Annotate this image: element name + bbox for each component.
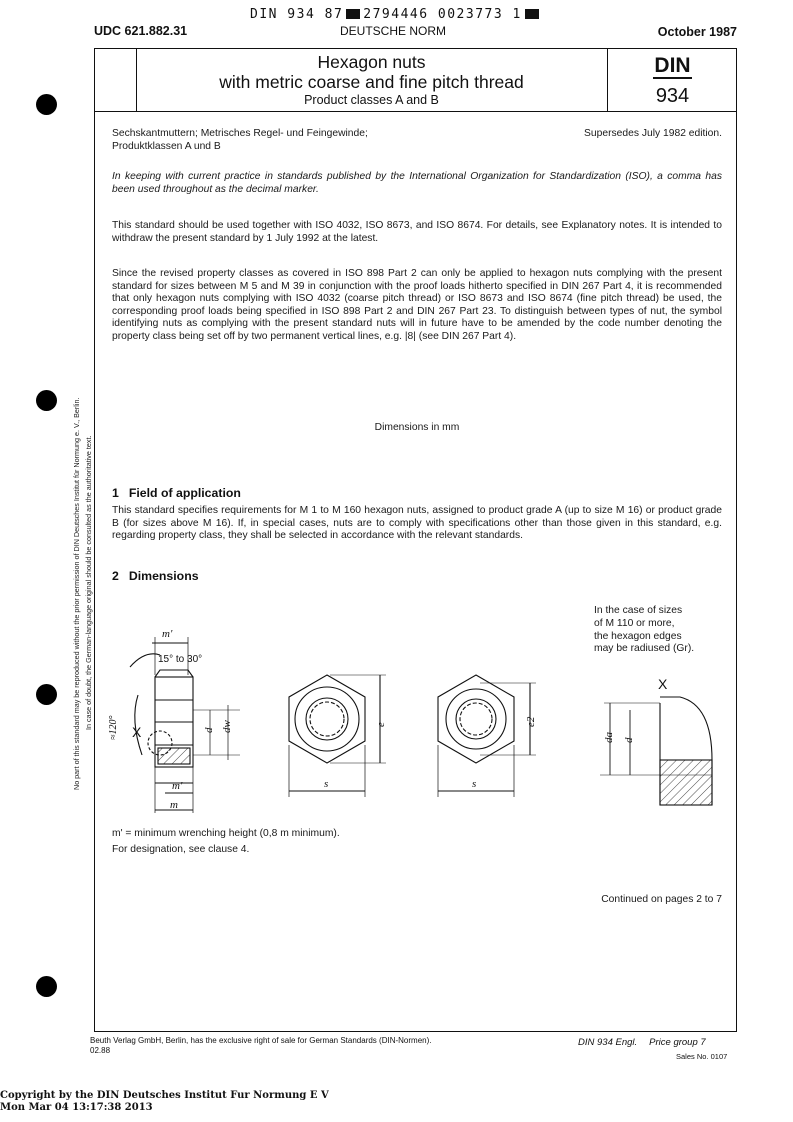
detail-x-title: X [658, 676, 668, 692]
publisher-notice: Beuth Verlag GmbH, Berlin, has the exclusive right of sale for German Standards (DIN-Normen). [90, 1036, 432, 1045]
issue-date: October 1987 [657, 25, 737, 39]
section-1-heading [112, 486, 241, 500]
title-line-1: Hexagon nuts [317, 52, 426, 72]
german-title [112, 128, 532, 153]
section-2-heading [112, 569, 199, 583]
detail-x-view [600, 697, 712, 805]
s-label: s [472, 778, 477, 790]
intro-paragraph-2: Since the revised property classes as covered in ISO 898 Part 2 can only be applied to hexagon nuts complying with the present standard for sizes between M 5 and M 39 in conjunction with the proof loads hitherto specified in DIN 267 Part 4, it is recommended that only hexagon nuts complying with ISO 4032 (coarse pitch thread) or ISO 8673 and ISO 8674 (fine pitch thread) be used, the corresponding proof loads being specified in ISO 898 Part 2 and DIN 267 Part 23. To distinguish between types of nut, the symbol identifying nuts as complying with the present standard nuts will in future have to be amended by the code number denoting the property class being set off by two permanent vertical lines, e.g. |8| (see DIN 267 Part 4). [112, 268, 722, 342]
language-notice-vertical: In case of doubt, the German-language original should be consulted as the authoritative text. [84, 435, 93, 730]
detail-x-marker: X [132, 724, 142, 740]
din-label [607, 54, 738, 78]
note-line: of M 110 or more, [594, 617, 675, 629]
m-prime-definition: m' = minimum wrenching height (0,8 m minimum). [112, 828, 340, 839]
m-label: m [170, 799, 178, 811]
supersedes-note: Supersedes July 1982 edition. [584, 128, 722, 139]
din-number: 934 [655, 85, 690, 107]
udc-number: UDC 621.882.31 [94, 24, 188, 38]
german-title-line-2: Produktklassen A und B [112, 140, 221, 152]
punch-hole [36, 684, 57, 705]
section-number: 2 [112, 569, 119, 583]
din-label-text: DIN [654, 54, 691, 77]
price-group: Price group 7 [649, 1037, 706, 1048]
barcode-text-b: 2794446 0023773 1 [363, 7, 522, 22]
e2-label: e2 [525, 716, 537, 727]
note-line: the hexagon edges [594, 630, 682, 642]
punch-hole [36, 94, 57, 115]
section-title: Field of application [128, 486, 241, 500]
continued-note: Continued on pages 2 to 7 [601, 894, 722, 905]
title-line-2: with metric coarse and fine pitch thread [219, 72, 524, 92]
copyright-line-2: Mon Mar 04 13:17:38 2013 [0, 1102, 153, 1113]
din-reference [578, 1037, 706, 1048]
deutsche-norm-label: DEUTSCHE NORM [340, 24, 447, 38]
note-line: may be radiused (Gr). [594, 643, 695, 655]
document-title [136, 52, 607, 108]
title-line-3: Product classes A and B [304, 93, 439, 107]
iso-decimal-note: In keeping with current practice in standards published by the International Organization for Standardization (ISO), a comma has been used throughout as the decimal marker. [112, 171, 722, 195]
m-prime-label: m' [172, 780, 183, 792]
sales-number: Sales No. 0107 [676, 1052, 728, 1061]
m-prime-label: m' [162, 628, 173, 640]
din-reference-text: DIN 934 Engl. [578, 1037, 638, 1048]
note-line: In the case of sizes [594, 605, 683, 616]
copyright-line-1: Copyright by the DIN Deutsches Institut Fur Normung E V [0, 1090, 329, 1101]
barcode-block [525, 9, 539, 19]
d-label: d [623, 737, 635, 743]
top-view-across-flats [289, 675, 386, 797]
punch-hole [36, 976, 57, 997]
german-title-line-1: Sechskantmuttern; Metrisches Regel- und Feingewinde; [112, 128, 368, 139]
dw-label: dw [221, 720, 233, 733]
angle-120-label: ≈120° [108, 715, 119, 740]
print-code: 02.88 [90, 1046, 111, 1055]
intro-paragraph-1: This standard should be used together with ISO 4032, ISO 8673, and ISO 8674. For details, see Explanatory notes. It is intended to withdraw the present standard by 1 July 1992 at the latest. [112, 220, 722, 244]
angle-label: 15° to 30° [158, 654, 203, 665]
punch-hole [36, 390, 57, 411]
s-label: s [324, 778, 329, 790]
da-label: da [603, 732, 615, 743]
barcode-text-a: DIN 934 87 [250, 7, 344, 22]
barcode-block [346, 9, 360, 19]
section-number: 1 [112, 486, 119, 500]
hexagon-nut-drawing [100, 615, 730, 825]
title-box [94, 48, 737, 112]
top-view-across-corners [438, 675, 536, 797]
copyright-notice-vertical: No part of this standard may be reproduced without the prior permission of DIN Deutsches Institut für Normung e. V., Berlin. [72, 397, 81, 790]
e-label: e [375, 722, 387, 727]
copyright-stamp [0, 1090, 329, 1114]
barcode-line [250, 7, 542, 22]
d-label: d [203, 727, 215, 733]
dimensions-note: Dimensions in mm [374, 422, 460, 433]
section-title: Dimensions [128, 569, 199, 583]
section-1-text: This standard specifies requirements for M 1 to M 160 hexagon nuts, assigned to product grade A (up to size M 16) or product grade B (for sizes above M 16). If, in special cases, nuts are to comply with specifications other than those given in this standard, e.g. regarding property class, they shall be selected in accordance with the relevant standards. [112, 505, 722, 542]
designation-note: For designation, see clause 4. [112, 844, 250, 855]
